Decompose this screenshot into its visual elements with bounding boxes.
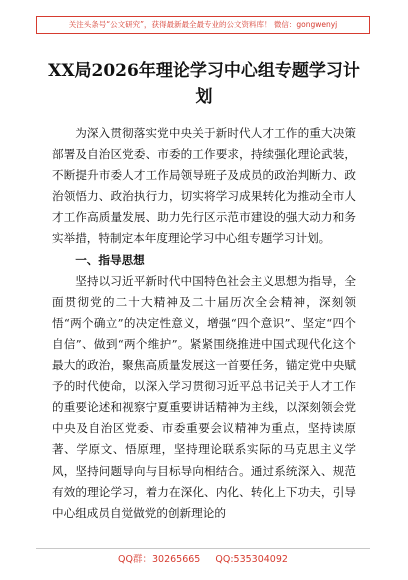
footer-contact	[36, 551, 370, 565]
document-title: XX局2026年理论学习中心组专题学习计划	[48, 61, 360, 107]
intro-paragraph: 为深入贯彻落实党中央关于新时代人才工作的重大决策部署及自治区党委、市委的工作要求，持续强化理论武装，不断提升市委人才工作局领导班子及成员的政治判断力、政治领悟力、政治执行力，切实将学习成果转化为推动全市人才工作高质量发展、助力先行区示范市建设的强大动力和务实举措，特制定本年度理论学习中心组专题学习计划。	[52, 126, 356, 246]
page-footer	[36, 548, 370, 569]
footer-qq: QQ:535304092	[215, 554, 288, 565]
section-paragraph: 坚持以习近平新时代中国特色社会主义思想为指导，全面贯彻党的二十大精神及二十届历次全会精神，深刻领悟“两个确立”的决定性意义，增强“四个意识”、坚定“四个自信”、做到“两个维护”。紧紧围绕推进中国式现代化这个最大的政治，聚焦高质量发展这一首要任务，锚定党中央赋予的时代使命，以深入学习贯彻习近平总书记关于人才工作的重要论述和视察宁夏重要讲话精神为主线，以深刻领会党中央及自治区党委、市委重要会议精神为重点，坚持读原著、学原文、悟原理，坚持理论联系实际的马克思主义学风，坚持问题导向与目标导向相结合。通过系统深入、规范有效的理论学习，着力在深化、内化、转化上下功夫，引导中心组成员自觉做党的创新理论的	[52, 273, 356, 520]
footer-qq-group: QQ群：30265665	[118, 554, 201, 565]
document-body	[52, 123, 356, 524]
section-heading: 一、指导思想	[75, 252, 145, 267]
header-banner: 关注头条号“公文研究”，获得最新最全最专业的公文资料库！ 微信：gongwenyj	[36, 16, 370, 34]
